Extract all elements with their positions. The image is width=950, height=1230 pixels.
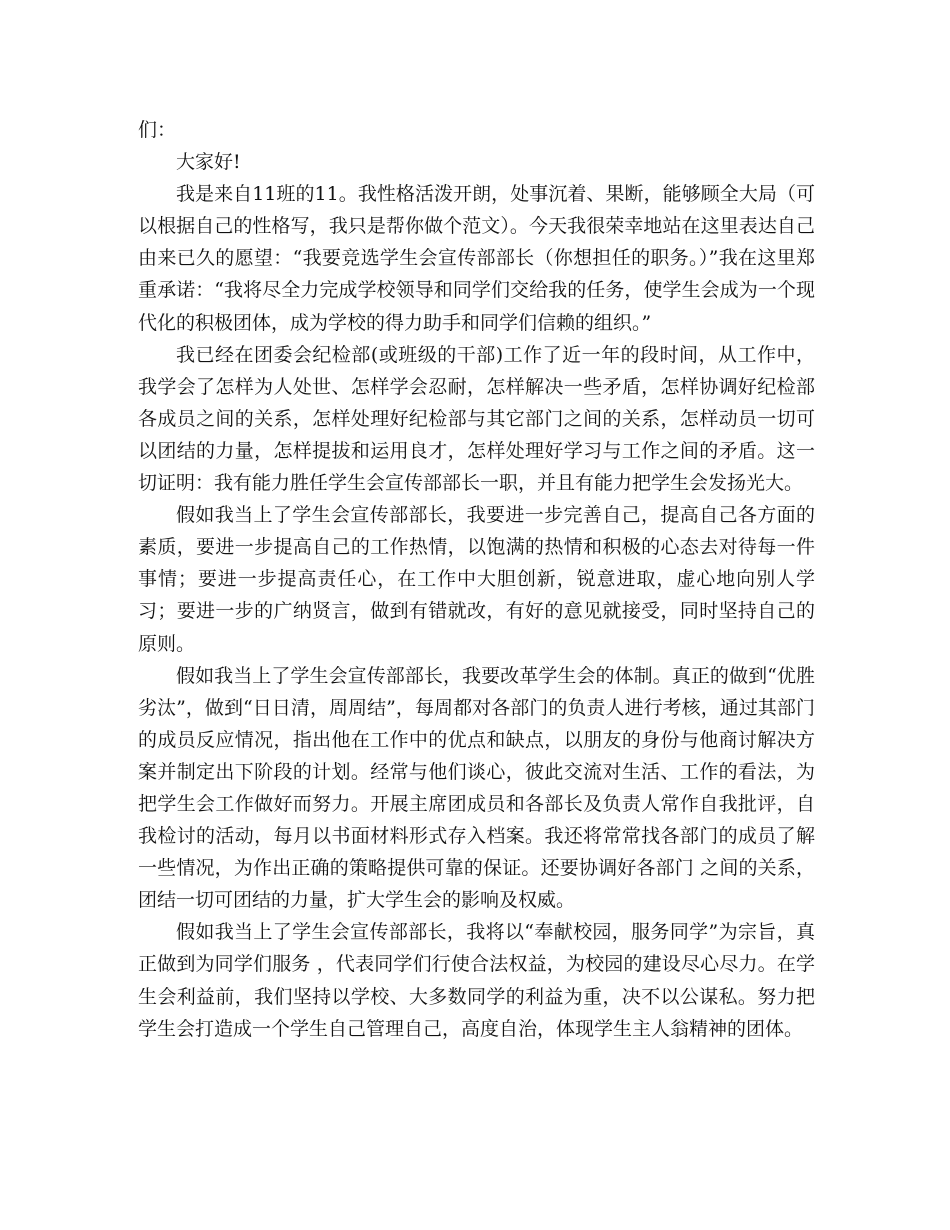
paragraph-reform: 假如我当上了学生会宣传部部长，我要改革学生会的体制。真正的做到“优胜劣汰”，做到“日日清，周周结”，每周都对各部门的负责人进行考核，通过其部门的成员反应情况，指出他在工作中的优点和缺点，以朋友的身份与他商讨解决方案并制定出下阶段的计划。经常与他们谈心，彼此交流对生活、工作的看法，为把学生会工作做好而努力。开展主席团成员和各部长及负责人常作自我批评，自我检讨的活动，每月以书面材料形式存入档案。我还将常常找各部门的成员了解一些情况，为作出正确的策略提供可靠的保证。还要协调好各部门 之间的关系，团结一切可团结的力量，扩大学生会的影响及权威。 (138, 664, 815, 912)
paragraph-self-improvement: 假如我当上了学生会宣传部部长，我要进一步完善自己，提高自己各方面的素质，要进一步提高自己的工作热情，以饱满的热情和积极的心态去对待每一件事情；要进一步提高责任心，在工作中大胆创新，锐意进取，虚心地向别人学习；要进一步的广纳贤言，做到有错就改，有好的意见就接受，同时坚持自己的原则。 (138, 504, 815, 655)
paragraph-service: 假如我当上了学生会宣传部部长，我将以“奉献校园，服务同学”为宗旨，真正做到为同学们服务 ，代表同学们行使合法权益，为校园的建设尽心尽力。在学生会利益前，我们坚持以学校、大多数同学的利益为重，决不以公谋私。努力把学生会打造成一个学生自己管理自己，高度自治，体现学生主人翁精神的团体。 (138, 921, 815, 1040)
paragraph-experience: 我已经在团委会纪检部(或班级的干部)工作了近一年的段时间，从工作中，我学会了怎样为人处世、怎样学会忍耐，怎样解决一些矛盾，怎样协调好纪检部各成员之间的关系，怎样处理好纪检部与其它部门之间的关系，怎样动员一切可以团结的力量，怎样提拔和运用良才，怎样处理好学习与工作之间的矛盾。这一切证明：我有能力胜任学生会宣传部部长一职，并且有能力把学生会发扬光大。 (138, 343, 815, 495)
paragraph-introduction: 我是来自11班的11。我性格活泼开朗，处事沉着、果断，能够顾全大局（可以根据自己的性格写，我只是帮你做个范文）。今天我很荣幸地站在这里表达自己由来已久的愿望：“我要竞选学生会宣传部部长（你想担任的职务。）”我在这里郑重承诺：“我将尽全力完成学校领导和同学们交给我的任务，使学生会成为一个现代化的积极团体，成为学校的得力助手和同学们信赖的组织。” (138, 183, 815, 334)
salutation-continuation: 们： (138, 119, 177, 141)
greeting: 大家好! (176, 151, 241, 174)
document-body (138, 114, 815, 1045)
